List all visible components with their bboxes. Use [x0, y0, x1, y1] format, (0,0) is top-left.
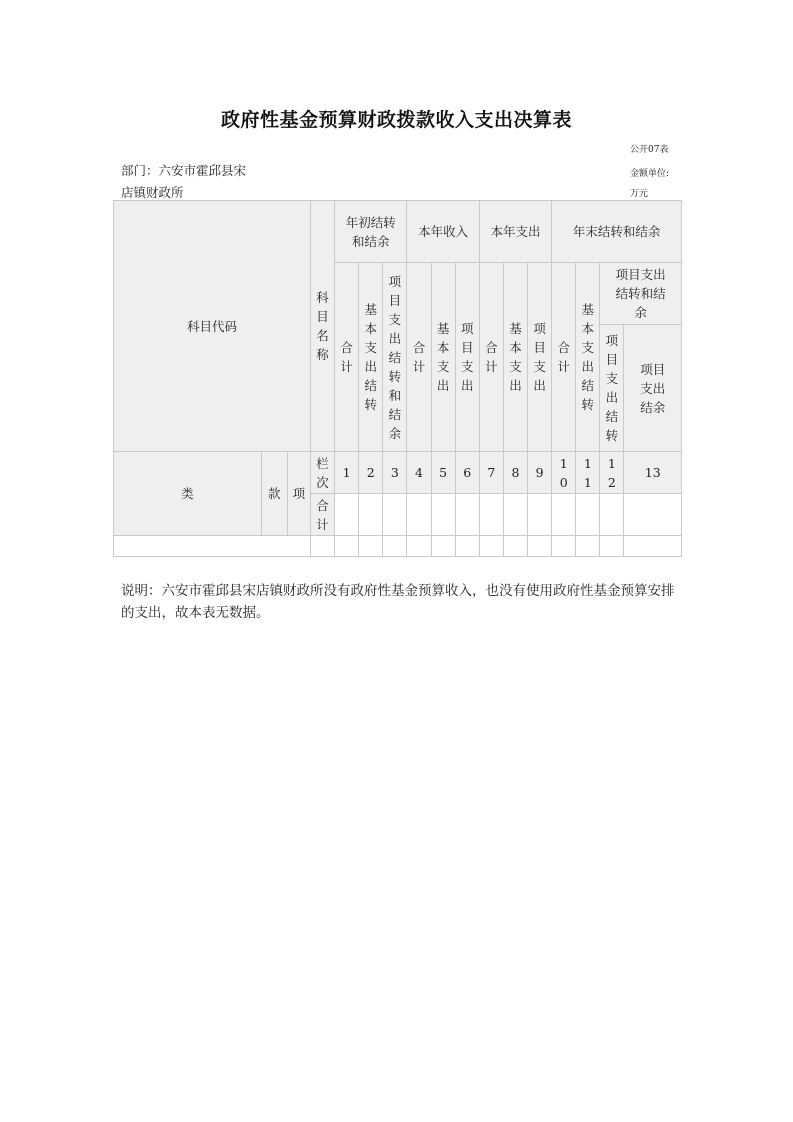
header-category: 类 — [114, 452, 262, 536]
table-cell — [576, 536, 600, 557]
table-cell — [455, 494, 479, 536]
header-expenditure-total: 合计 — [479, 263, 503, 452]
table-cell — [503, 536, 527, 557]
explanatory-note: 说明：六安市霍邱县宋店镇财政所没有政府性基金预算收入，也没有使用政府性基金预算安排的支出，故本表无数据。 — [121, 583, 675, 621]
department-label-cont: 店镇财政所 — [121, 185, 184, 200]
table-cell — [624, 536, 682, 557]
header-closing-basic-carry: 基本支出结转 — [576, 263, 600, 452]
table-cell — [624, 494, 682, 536]
table-cell — [335, 536, 359, 557]
table-cell — [431, 494, 455, 536]
header-item: 项 — [287, 452, 310, 536]
column-number: 13 — [624, 452, 682, 494]
table-cell — [335, 494, 359, 536]
header-closing-project-carry-surplus: 项目支出结转和结余 — [600, 263, 682, 325]
header-column-no: 栏次 — [311, 452, 335, 494]
budget-table — [113, 200, 682, 557]
page-title: 政府性基金预算财政拨款收入支出决算表 — [220, 109, 572, 131]
table-cell — [431, 536, 455, 557]
header-income-basic: 基本支出 — [431, 263, 455, 452]
column-number: 7 — [479, 452, 503, 494]
column-number: 2 — [359, 452, 383, 494]
table-cell — [479, 536, 503, 557]
header-closing-balance: 年末结转和结余 — [552, 201, 682, 263]
column-number: 3 — [383, 452, 407, 494]
header-opening-project-carry-surplus: 项目支出结转和结余 — [383, 263, 407, 452]
table-cell — [552, 494, 576, 536]
column-number: 10 — [552, 452, 576, 494]
header-expenditure-basic: 基本支出 — [503, 263, 527, 452]
header-section: 款 — [261, 452, 287, 536]
table-cell — [552, 536, 576, 557]
header-closing-project-surplus: 项目支出结余 — [624, 325, 682, 452]
total-row-label: 合计 — [311, 494, 335, 536]
header-expenditure-project: 项目支出 — [528, 263, 552, 452]
header-income-project: 项目支出 — [455, 263, 479, 452]
column-number: 5 — [431, 452, 455, 494]
table-cell — [528, 536, 552, 557]
unit-label: 金额单位: — [630, 169, 670, 179]
header-expenditure: 本年支出 — [479, 201, 551, 263]
column-number: 1 — [335, 452, 359, 494]
column-number: 9 — [528, 452, 552, 494]
header-subject-name: 科目名称 — [311, 201, 335, 452]
column-number: 11 — [576, 452, 600, 494]
column-number: 12 — [600, 452, 624, 494]
table-cell — [383, 494, 407, 536]
table-cell — [479, 494, 503, 536]
table-cell — [359, 536, 383, 557]
table-cell — [600, 494, 624, 536]
header-closing-project-carry: 项目支出结转 — [600, 325, 624, 452]
table-cell — [455, 536, 479, 557]
table-cell — [528, 494, 552, 536]
table-cell — [407, 536, 431, 557]
column-number: 8 — [503, 452, 527, 494]
header-closing-total: 合计 — [552, 263, 576, 452]
table-cell — [503, 494, 527, 536]
form-code: 公开07表 — [630, 145, 669, 155]
header-opening-total: 合计 — [335, 263, 359, 452]
table-cell — [114, 536, 311, 557]
header-subject-code: 科目代码 — [114, 201, 311, 452]
unit-value: 万元 — [630, 189, 649, 199]
column-number: 4 — [407, 452, 431, 494]
table-cell — [576, 494, 600, 536]
table-cell — [600, 536, 624, 557]
table-cell — [383, 536, 407, 557]
table-cell — [407, 494, 431, 536]
header-opening-balance: 年初结转和结余 — [335, 201, 407, 263]
column-number: 6 — [455, 452, 479, 494]
department-label: 部门：六安市霍邱县宋 — [121, 163, 247, 178]
header-income: 本年收入 — [407, 201, 479, 263]
table-cell — [311, 536, 335, 557]
header-income-total: 合计 — [407, 263, 431, 452]
table-cell — [359, 494, 383, 536]
header-opening-basic-carry: 基本支出结转 — [359, 263, 383, 452]
